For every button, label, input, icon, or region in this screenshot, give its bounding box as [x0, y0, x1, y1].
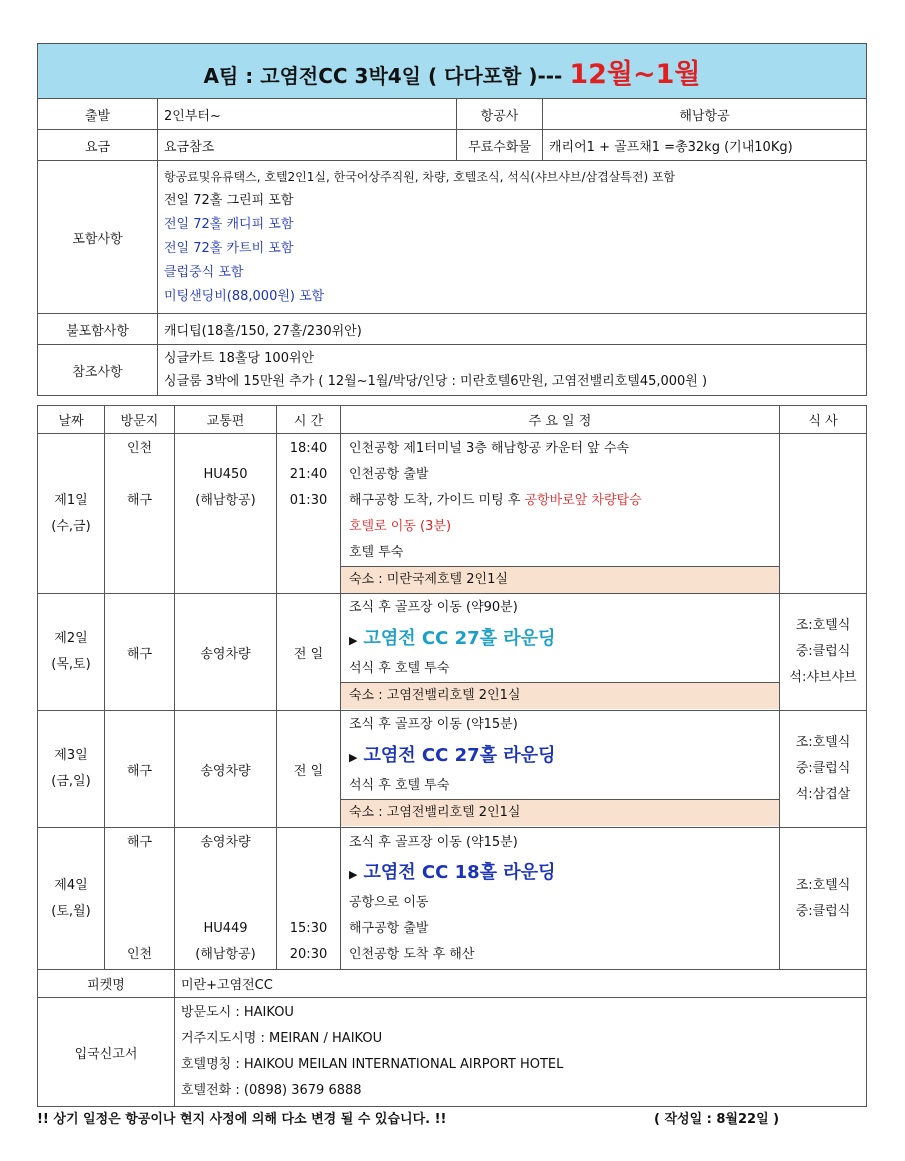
transport-cell	[175, 434, 277, 594]
time-cell	[277, 828, 341, 970]
day-weekdays: (토,월)	[51, 903, 91, 919]
day-weekdays: (목,토)	[51, 657, 91, 672]
meal-item: 석:삼겹살	[795, 787, 851, 802]
meal-item: 중:클럽식	[795, 903, 851, 919]
itinerary-item: 조식 후 골프장 이동 (약15분)	[349, 717, 518, 732]
time-cell: 전 일	[277, 594, 341, 711]
itinerary-item: 조식 후 골프장 이동 (약90분)	[349, 600, 518, 615]
excluded-label: 불포함사항	[38, 314, 158, 345]
meal-item: 중:클럽식	[795, 644, 851, 659]
notes-label: 참조사항	[38, 345, 158, 396]
itinerary-item: 석식 후 호텔 투숙	[349, 661, 450, 676]
header-place: 방문지	[105, 406, 175, 434]
golf-round: 고염전 CC 27홀 라운딩	[363, 628, 556, 649]
header-itinerary: 주 요 일 정	[341, 406, 780, 434]
day-number: 제1일	[54, 492, 88, 508]
day-number: 제4일	[54, 877, 88, 893]
itinerary-item: 공항으로 이동	[349, 895, 429, 910]
play-arrow-icon: ▶	[349, 868, 358, 881]
lodging-info: 숙소 : 미란국제호텔 2인1실	[341, 566, 779, 593]
itinerary-item	[341, 488, 779, 514]
itinerary-item	[341, 622, 779, 656]
day-weekdays: (금,일)	[51, 774, 91, 789]
flight-airline: (해남항공)	[195, 947, 256, 962]
transport-cell: 송영차량	[175, 594, 277, 711]
day-cell	[38, 711, 105, 828]
tour-months: 12월~1월	[569, 58, 701, 90]
itinerary-highlight: 공항바로앞 차량탑승	[524, 493, 642, 508]
itinerary-item: 해구공항 출발	[349, 921, 429, 936]
entry-item: 거주지도시명 : MEIRAN / HAIKOU	[181, 1031, 383, 1046]
place-departure: 인천	[126, 441, 153, 456]
place-cell: 해구	[105, 711, 175, 828]
play-arrow-icon: ▶	[349, 751, 358, 764]
itinerary-item: 인천공항 도착 후 해산	[349, 947, 475, 962]
footer-date: ( 작성일 : 8월22일 )	[654, 1112, 780, 1127]
flight-number: HU450	[203, 467, 248, 482]
day-cell	[38, 828, 105, 970]
ticket-label: 피켓명	[38, 970, 175, 998]
header-transport: 교통편	[175, 406, 277, 434]
included-item: 전일 72홀 캐디피 포함	[164, 217, 294, 232]
itinerary-cell	[341, 434, 780, 594]
itinerary-cell	[341, 828, 780, 970]
meal-item: 석:샤브샤브	[789, 670, 857, 685]
itinerary-item: 석식 후 호텔 투숙	[349, 778, 450, 793]
day-number: 제2일	[54, 631, 88, 646]
baggage-label: 무료수화물	[457, 130, 543, 161]
time-cell: 전 일	[277, 711, 341, 828]
included-item: 전일 72홀 그린피 포함	[164, 193, 294, 208]
tour-title-text: A팀 : 고염전CC 3박4일 ( 다다포함 )---	[203, 63, 563, 88]
ticket-row	[38, 970, 867, 998]
airline-value: 해남항공	[543, 99, 867, 130]
meal-item: 조:호텔식	[795, 735, 851, 750]
time-value: 15:30	[289, 921, 328, 936]
meal-item: 조:호텔식	[795, 618, 851, 633]
schedule-table	[37, 405, 867, 1107]
footer-notice: !! 상기 일정은 항공이나 현지 사정에 의해 다소 변경 될 수 있습니다. !!	[37, 1112, 447, 1127]
play-arrow-icon: ▶	[349, 634, 358, 647]
meals-cell	[780, 711, 867, 828]
place-cell: 해구	[105, 594, 175, 711]
airline-label: 항공사	[457, 99, 543, 130]
baggage-value: 캐리어1 + 골프채1 =총32kg (기내10Kg)	[543, 130, 867, 161]
time-value: 21:40	[289, 467, 328, 482]
golf-round: 고염전 CC 27홀 라운딩	[363, 745, 556, 766]
included-label: 포함사항	[38, 161, 158, 314]
included-item: 미팅샌딩비(88,000원) 포함	[164, 289, 325, 304]
flight-airline: (해남항공)	[195, 493, 256, 508]
place-arrival: 인천	[126, 947, 153, 962]
departure-label: 출발	[38, 99, 158, 130]
lodging-info: 숙소 : 고염전밸리호텔 2인1실	[341, 682, 779, 709]
itinerary-item: 인천공항 제1터미널 3층 해남항공 카운터 앞 수속	[349, 441, 629, 456]
itinerary-item: 인천공항 출발	[349, 467, 429, 482]
header-date: 날짜	[38, 406, 105, 434]
meals-cell	[780, 434, 867, 594]
day-row	[38, 828, 867, 970]
meal-item: 조:호텔식	[795, 877, 851, 893]
summary-table	[37, 43, 867, 396]
header-meals: 식 사	[780, 406, 867, 434]
schedule-header-row	[38, 406, 867, 434]
header-time: 시 간	[277, 406, 341, 434]
place-departure: 해구	[126, 835, 153, 850]
day-cell	[38, 434, 105, 594]
place-arrival: 해구	[126, 493, 153, 508]
included-item: 클럽중식 포함	[164, 265, 244, 280]
meals-cell	[780, 594, 867, 711]
itinerary-item	[341, 856, 779, 890]
ticket-value: 미란+고염전CC	[175, 970, 867, 998]
excluded-value: 캐디팁(18홀/150, 27홀/230위안)	[158, 314, 867, 345]
time-cell	[277, 434, 341, 594]
entry-row	[38, 998, 867, 1107]
golf-round: 고염전 CC 18홀 라운딩	[363, 862, 556, 883]
day-row	[38, 434, 867, 594]
day-weekdays: (수,금)	[51, 518, 91, 534]
time-value: 01:30	[289, 493, 328, 508]
transport-value: 송영차량	[200, 835, 251, 850]
place-cell	[105, 828, 175, 970]
entry-list	[175, 998, 867, 1107]
time-value: 18:40	[289, 441, 328, 456]
included-item: 항공료및유류택스, 호텔2인1실, 한국어상주직원, 차량, 호텔조식, 석식(샤브샤브/삼겹살특전) 포함	[164, 170, 676, 184]
entry-item: 호텔전화 : (0898) 3679 6888	[181, 1083, 362, 1098]
entry-label: 입국신고서	[38, 998, 175, 1107]
flight-number: HU449	[203, 921, 248, 936]
itinerary-item: 호텔로 이동 (3분)	[349, 519, 452, 534]
notes-list	[158, 345, 867, 396]
entry-item: 방문도시 : HAIKOU	[181, 1005, 294, 1020]
meal-item: 중:클럽식	[795, 761, 851, 776]
entry-item: 호텔명칭 : HAIKOU MEILAN INTERNATIONAL AIRPORT HOTEL	[181, 1057, 564, 1072]
itinerary-text: 해구공항 도착, 가이드 미팅 후	[349, 493, 525, 508]
tour-title	[38, 44, 867, 99]
itinerary-item: 호텔 투숙	[349, 545, 404, 560]
fare-label: 요금	[38, 130, 158, 161]
day-row	[38, 711, 867, 828]
fare-value: 요금참조	[158, 130, 457, 161]
time-value: 20:30	[289, 947, 328, 962]
itinerary-item	[341, 739, 779, 773]
included-item: 전일 72홀 카트비 포함	[164, 241, 294, 256]
meals-cell	[780, 828, 867, 970]
itinerary-cell	[341, 711, 780, 828]
day-number: 제3일	[54, 748, 88, 763]
itinerary-cell	[341, 594, 780, 711]
departure-value: 2인부터~	[158, 99, 457, 130]
notes-item: 싱글룸 3박에 15만원 추가 ( 12월~1월/박당/인당 : 미란호텔6만원, 고염전밸리호텔45,000원 )	[164, 374, 708, 389]
transport-cell: 송영차량	[175, 711, 277, 828]
day-row	[38, 594, 867, 711]
transport-cell	[175, 828, 277, 970]
itinerary-item: 조식 후 골프장 이동 (약15분)	[349, 835, 518, 850]
place-cell	[105, 434, 175, 594]
lodging-info: 숙소 : 고염전밸리호텔 2인1실	[341, 799, 779, 826]
notes-item: 싱글카트 18홀당 100위안	[164, 351, 315, 366]
included-list	[158, 161, 867, 314]
day-cell	[38, 594, 105, 711]
